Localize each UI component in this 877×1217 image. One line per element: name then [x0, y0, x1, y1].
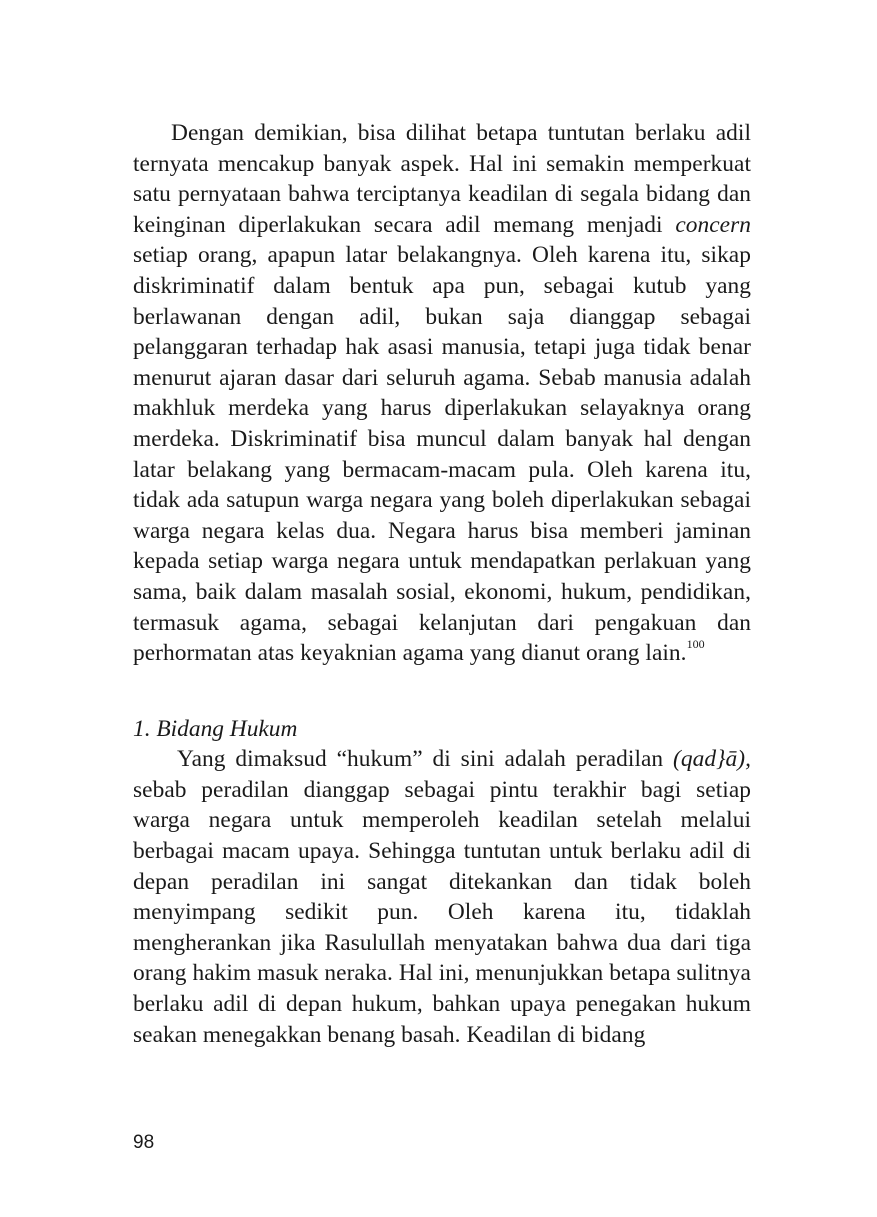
paragraph-text-part2: setiap orang, apapun latar belakangnya. Oleh karena itu, sikap diskriminatif dalam bentuk apa pun, sebagai kutub yang berlawanan dengan adil, bukan saja dianggap sebagai pelanggaran terhadap hak asasi manusia, tetapi juga tidak benar menurut ajaran dasar dari seluruh agama. Sebab manusia adalah makhluk merdeka yang harus diperlakukan selayaknya orang merdeka. Diskriminatif bisa muncul dalam banyak hal dengan latar belakang yang bermacam-macam pula. Oleh karena itu, tidak ada satupun warga negara yang boleh diperlakukan sebagai warga negara kelas dua. Negara harus bisa memberi jaminan kepada setiap warga negara untuk mendapatkan perlakuan yang sama, baik dalam masalah sosial, ekonomi, hukum, pendidikan, termasuk agama, sebagai kelanjutan dari pengakuan dan perhormatan atas keyaknian agama yang dianut orang lain.	[133, 242, 751, 667]
page-body	[133, 118, 751, 1050]
paragraph-legal-field	[133, 744, 751, 1050]
footnote-reference[interactable]: 100	[686, 637, 705, 652]
paragraph-text-part1: Dengan demikian, bisa dilihat betapa tuntutan berlaku adil ternyata mencakup banyak aspek. Hal ini semakin memperkuat satu pernyataan bahwa terciptanya keadilan di segala bidang dan keinginan diperlakukan secara adil memang menjadi	[133, 120, 751, 238]
paragraph2-text-part1: Yang dimaksud “hukum” di sini adalah peradilan	[177, 746, 674, 773]
paragraph2-text-part2: sebab peradilan dianggap sebagai pintu terakhir bagi setiap warga negara untuk memperoleh keadilan setelah melalui berbagai macam upaya. Sehingga tuntutan untuk berlaku adil di depan peradilan ini sangat ditekankan dan tidak boleh menyimpang sedikit pun. Oleh karena itu, tidaklah mengherankan jika Rasulullah menyatakan bahwa dua dari tiga orang hakim masuk neraka. Hal ini, menunjukkan betapa sulitnya berlaku adil di depan hukum, bahkan upaya penegakan hukum seakan menegakkan benang basah. Keadilan di bidang	[133, 776, 751, 1048]
section-heading: 1. Bidang Hukum	[133, 715, 298, 742]
italic-qada-term: (qad}ā),	[673, 746, 751, 773]
italic-concern: concern	[675, 211, 751, 238]
page-number: 98	[133, 1132, 155, 1153]
paragraph-discrimination	[133, 118, 751, 669]
